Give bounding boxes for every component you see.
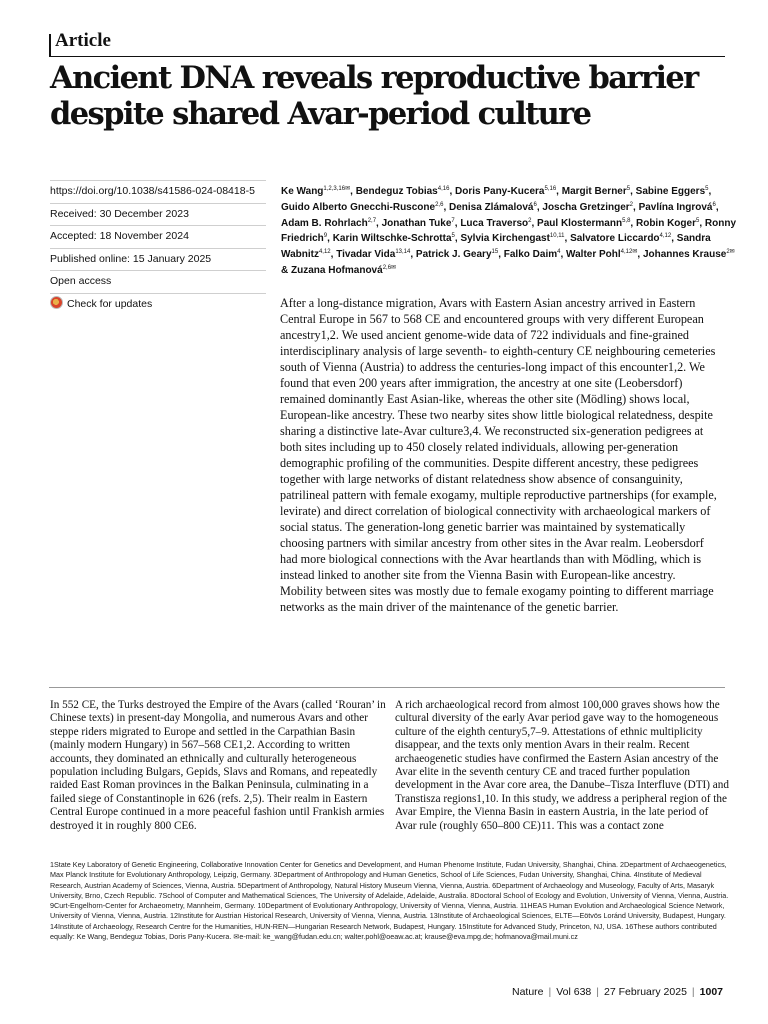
check-for-updates-label: Check for updates bbox=[67, 297, 153, 310]
author-affiliation: 5 bbox=[626, 186, 631, 192]
author-name: Pavlína Ingrová bbox=[638, 201, 713, 213]
received-date: Received: 30 December 2023 bbox=[50, 204, 266, 227]
author-name: Ke Wang bbox=[281, 186, 324, 197]
author-name: Margit Berner bbox=[561, 186, 627, 197]
author-affiliation: 2,7 bbox=[367, 217, 377, 224]
page-number: 1007 bbox=[699, 986, 723, 998]
author-affiliation: 10,11 bbox=[549, 233, 565, 240]
author-affiliation: 2,6✉ bbox=[382, 264, 397, 271]
issue-date: 27 February 2025 bbox=[604, 986, 687, 998]
header-rule bbox=[49, 56, 725, 57]
author-name: Johannes Krause bbox=[642, 249, 727, 261]
author-affiliation: 2 bbox=[629, 201, 633, 208]
affiliations-footnotes: 1State Key Laboratory of Genetic Engineering, Collaborative Innovation Center for Genetics and Development, and Human Phenome Institute, Fudan University, Shanghai, China. 2Department of Archaeogenetics, Max Planck Institute for Evolutionary Anthropology, Leipzig, Germany. 3Department of Anthropology and Human Genetics, School of Life Sciences, Fudan University, Shanghai, China. 4Institute of Medieval Research, Austrian Academy of Sciences, Vienna, Austria. 5Department of Anthropology, Natural History Museum Vienna, Vienna, Austria. 6Department of Archaeology and Museology, Faculty of Arts, Masaryk University, Brno, Czech Republic. 7School of Computer and Mathematical Sciences, The University of Adelaide, Adelaide, Australia. 8Doctoral School of Ecology and Evolution, University of Vienna, Vienna, Austria. 9Curt-Engelhorn-Center for Archaeometry, Mannheim, Germany. 10Department of Evolutionary Anthropology, University of Vienna, Vienna, Austria. 11HEAS Human Evolution and Archaeological Science Network, University of Vienna, Vienna, Austria. 12Institute for Austrian Historical Research, University of Vienna, Vienna, Austria. 13Institute of Archaeological Sciences, ELTE—Eötvös Loránd University, Budapest, Hungary. 14Institute of Archaeology, Research Centre for the Humanities, HUN-REN—Hungarian Research Network, Budapest, Hungary. 15Institute for Advanced Study, Princeton, NJ, USA. 16These authors contributed equally: Ke Wang, Bendeguz Tobias, Doris Pany-Kucera. ✉e-mail: ke_wang@fudan.edu.cn; walter.pohl@oeaw.ac.at; krause@eva.mpg.de; hofmanova@mail.muni.cz bbox=[50, 860, 729, 942]
author-affiliation: 7 bbox=[451, 217, 455, 224]
author-name: Karin Wiltschke-Schrotta bbox=[332, 233, 452, 245]
author-affiliation: 2✉ bbox=[726, 249, 735, 256]
author-name: Patrick J. Geary bbox=[415, 249, 492, 261]
article-title bbox=[50, 60, 740, 132]
author-affiliation: 13,14 bbox=[395, 249, 411, 256]
author-affiliation: 2 bbox=[528, 217, 532, 224]
accepted-date: Accepted: 18 November 2024 bbox=[50, 226, 266, 249]
section-divider bbox=[49, 687, 725, 688]
author-affiliation: 5 bbox=[695, 217, 700, 224]
article-title-line-2: despite shared Avar-period culture bbox=[50, 96, 591, 132]
published-date: Published online: 15 January 2025 bbox=[50, 249, 266, 272]
author-affiliation: 4 bbox=[557, 249, 561, 256]
author-affiliation: 2,6 bbox=[435, 201, 444, 208]
author-affiliation: 4,12 bbox=[659, 233, 672, 240]
author-affiliation: 5 bbox=[705, 186, 709, 192]
author-name: Falko Daim bbox=[503, 249, 558, 261]
journal-name: Nature bbox=[511, 986, 544, 998]
author-affiliation: 9 bbox=[323, 233, 328, 240]
author-name: Salvatore Liccardo bbox=[570, 233, 660, 245]
author-affiliation: 4,12 bbox=[318, 249, 331, 256]
author-name: Ronny Friedrich bbox=[281, 217, 736, 245]
author-affiliation: 1,2,3,16✉ bbox=[323, 186, 351, 192]
author-affiliation: 4,16 bbox=[437, 186, 450, 192]
author-affiliation: 6 bbox=[533, 201, 537, 208]
author-name: Bendeguz Tobias bbox=[355, 186, 438, 197]
author-affiliation: 4,12✉ bbox=[620, 249, 638, 256]
author-name: Robin Koger bbox=[635, 217, 696, 229]
author-affiliation: 5,16 bbox=[544, 186, 557, 192]
author-name: Adam B. Rohrlach bbox=[281, 217, 368, 229]
author-name: Luca Traverso bbox=[460, 217, 529, 229]
journal-volume: Vol 638 bbox=[556, 986, 592, 998]
header-accent-bar bbox=[49, 34, 51, 57]
doi-link[interactable]: https://doi.org/10.1038/s41586-024-08418-5 bbox=[50, 180, 266, 204]
author-name: Zuzana Hofmanová bbox=[291, 264, 383, 276]
open-access-label: Open access bbox=[50, 271, 266, 294]
article-title-line-1: Ancient DNA reveals reproductive barrier bbox=[50, 60, 698, 96]
check-for-updates-button[interactable] bbox=[50, 294, 266, 316]
author-name: Walter Pohl bbox=[566, 249, 621, 261]
author-name: Sylvia Kirchengast bbox=[460, 233, 550, 245]
article-type-label: Article bbox=[55, 30, 111, 51]
author-name: Joscha Gretzinger bbox=[542, 201, 630, 213]
author-name: Paul Klostermann bbox=[537, 217, 623, 229]
author-name: Tivadar Vida bbox=[336, 249, 396, 261]
author-list: Ke Wang$^{1,2,3,16✉}$, Bendeguz Tobias$^{4,16}$, Doris Pany-Kucera$^{5,16}$, Margit Berner$^5$, Sabine Eggers$^5$, Guido Alberto Gnecchi-Ruscone$^{2,6}$, Denisa Zlámalová$^6$, Joscha Gretzinger$^2$, Pavlína Ingrová$^6$, Adam B. Rohrlach$^{2,7}$, Jonathan Tuke$^7$, Luca Traverso$^2$, Paul Klostermann$^{5,8}$, Robin Koger$^5$, Ronny Friedrich$^9$, Karin Wiltschke-Schrotta$^5$, Sylvia Kirchengast$^{10,11}$, Salvatore Liccardo$^{4,12}$, Sandra Wabnitz$^{4,12}$, Tivadar Vida$^{13,14}$, Patrick J. Geary$^{15}$, Falko Daim$^4$, Walter Pohl$^{4,12✉}$, Johannes Krause$^{2✉}$ & Zuzana Hofmanová$^{2,6✉}$ bbox=[281, 186, 736, 276]
crossmark-icon bbox=[50, 296, 63, 309]
author-name: Jonathan Tuke bbox=[381, 217, 452, 229]
abstract: After a long-distance migration, Avars with Eastern Asian ancestry arrived in Eastern Central Europe in 567 to 568 CE and encountered groups with very different European ancestry1,2. We used ancient genome-wide data of 722 individuals and fine-grained interdisciplinary analysis of large seventh- to eighth-century CE neighbouring cemeteries south of Vienna (Austria) to address the centuries-long impact of this encounter1,2. We found that even 200 years after immigration, the ancestry at one site (Leobersdorf) remained dominantly East Asian-like, whereas the other site (Mödling) shows local, European-like ancestry. These two nearby sites show little biological relatedness, despite sharing a distinctive late-Avar culture3,4. We reconstructed six-generation pedigrees at both sites including up to 450 closely related individuals, allowing per-generation demographic profiling of the communities. Despite different ancestry, these pedigrees together with large networks of distant relatedness show absence of consanguinity, patrilineal pattern with female exogamy, multiple reproductive partnerships (for example, levirate) and direct correlation of biological connectivity with archaeological markers of social status. The generation-long genetic barrier was maintained by systematically choosing partners with similar ancestry from other sites in the Avar realm. Leobersdorf had more biological connections with the Avar heartlands than with Mödling, which is instead linked to another site from the Vienna Basin with European-like ancestry. Mobility between sites was mostly due to female exogamy pointing to different marriage networks as the main driver of the maintenance of the genetic barrier. bbox=[280, 296, 717, 614]
body-column-2: A rich archaeological record from almost 100,000 graves shows how the cultural diversity of the early Avar period gave way to the homogeneous culture of the eighth century5,7–9. Attestations of ethnic multiplicity disappear, and the texts only mention Avars in their realm. Recent archaeogenetic studies have confirmed the Eastern Asian ancestry of the Avar elite in the seventh century CE and traced further population development in the Avar core area, the Danube–Tisza Interfluve (DTI) and Transtisza regions1,10. In this study, we address a peripheral region of the Avar Empire, the Vienna Basin in eastern Austria, in the late period of Avar rule (roughly 650–800 CE)11. This was a contact zone bbox=[395, 699, 729, 832]
article-metadata-sidebar bbox=[50, 180, 266, 315]
author-name: Denisa Zlámalová bbox=[449, 201, 534, 213]
author-name: Guido Alberto Gnecchi-Ruscone bbox=[281, 201, 436, 213]
body-column-1: In 552 CE, the Turks destroyed the Empire of the Avars (called ‘Rouran’ in Chinese texts) in present-day Mongolia, and numerous Avars and other steppe riders migrated to Europe and settled in the Carpathian Basin (mainly modern Hungary) in 567–568 CE1,2. According to written accounts, they dominated an ethnically and culturally heterogeneous population including Bulgars, Gepids, Slavs and Romans, and repeatedly raided East Roman provinces in the Balkan Peninsula, culminating in a failed siege of Constantinople in 626 (refs. 2,5). Their realm in Eastern Central Europe continued in a more peaceful fashion until Frankish armies destroyed it in roughly 800 CE6. bbox=[50, 699, 386, 832]
author-affiliation: 6 bbox=[712, 201, 716, 208]
author-name: Sabine Eggers bbox=[635, 186, 706, 197]
page-footer: Nature | Vol 638 | 27 February 2025 | 1007 bbox=[511, 986, 723, 998]
author-affiliation: 5,8 bbox=[622, 217, 631, 224]
author-affiliation: 5 bbox=[451, 233, 455, 240]
author-name: Doris Pany-Kucera bbox=[455, 186, 545, 197]
author-name: Sandra Wabnitz bbox=[281, 233, 711, 261]
author-affiliation: 15 bbox=[491, 249, 499, 256]
